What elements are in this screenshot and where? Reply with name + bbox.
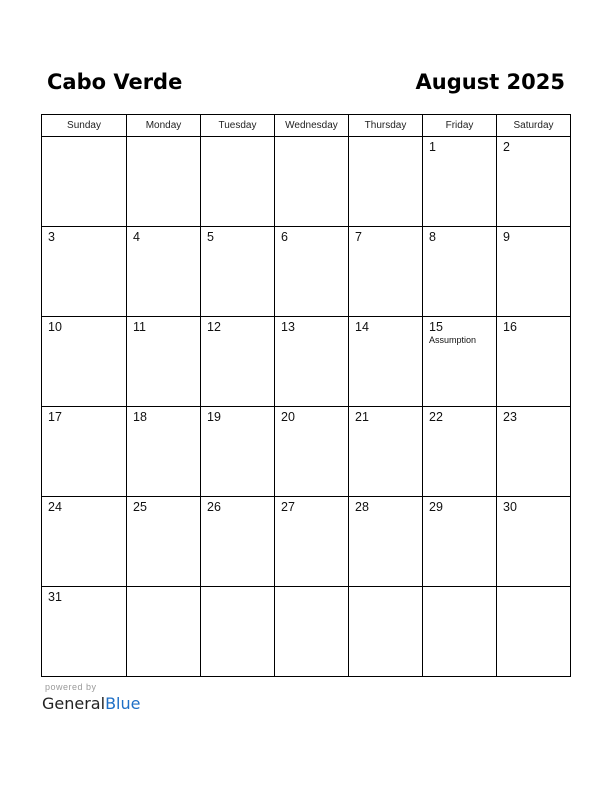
day-number: 1 (429, 140, 436, 154)
day-number: 11 (133, 320, 146, 334)
day-cell (42, 587, 127, 677)
day-cell (497, 497, 571, 587)
day-number: 31 (48, 590, 62, 604)
day-number: 7 (355, 230, 362, 244)
day-number: 21 (355, 410, 369, 424)
day-number: 14 (355, 320, 369, 334)
generalblue-logo[interactable] (42, 694, 140, 713)
day-cell (275, 587, 349, 677)
day-cell (275, 227, 349, 317)
country-title: Cabo Verde (47, 70, 183, 94)
weekday-monday: Monday (127, 115, 201, 137)
day-cell (127, 317, 201, 407)
day-cell (201, 227, 275, 317)
day-cell (423, 407, 497, 497)
day-cell (497, 587, 571, 677)
day-cell (201, 137, 275, 227)
week-row (42, 407, 571, 497)
day-cell (497, 407, 571, 497)
day-number: 3 (48, 230, 55, 244)
day-cell (423, 227, 497, 317)
day-cell (349, 137, 423, 227)
day-number: 25 (133, 500, 147, 514)
day-number: 12 (207, 320, 221, 334)
day-cell (275, 317, 349, 407)
day-cell (127, 227, 201, 317)
weekday-tuesday: Tuesday (201, 115, 275, 137)
day-cell (349, 407, 423, 497)
weekday-header-row (42, 115, 571, 137)
day-cell (42, 497, 127, 587)
day-cell (42, 137, 127, 227)
day-cell (497, 137, 571, 227)
weekday-sunday: Sunday (42, 115, 127, 137)
day-cell (127, 587, 201, 677)
day-cell (201, 587, 275, 677)
day-number: 20 (281, 410, 295, 424)
day-cell (127, 497, 201, 587)
powered-by-label: powered by (45, 682, 97, 692)
day-cell (349, 587, 423, 677)
day-cell (42, 227, 127, 317)
day-number: 23 (503, 410, 517, 424)
month-year-title: August 2025 (415, 70, 565, 94)
week-row (42, 587, 571, 677)
day-cell (42, 317, 127, 407)
day-number: 8 (429, 230, 436, 244)
calendar-grid (41, 114, 571, 677)
week-row (42, 497, 571, 587)
day-cell (349, 317, 423, 407)
day-cell (423, 317, 497, 407)
day-number: 22 (429, 410, 443, 424)
day-number: 6 (281, 230, 288, 244)
day-cell (275, 407, 349, 497)
day-cell (497, 317, 571, 407)
brand-general-text: General (42, 694, 106, 713)
day-number: 2 (503, 140, 510, 154)
day-number: 10 (48, 320, 62, 334)
week-row (42, 227, 571, 317)
weekday-wednesday: Wednesday (275, 115, 349, 137)
day-number: 17 (48, 410, 62, 424)
day-cell (423, 497, 497, 587)
day-cell (42, 407, 127, 497)
day-number: 5 (207, 230, 214, 244)
day-number: 16 (503, 320, 517, 334)
day-cell (497, 227, 571, 317)
day-number: 19 (207, 410, 221, 424)
brand-blue-text: Blue (105, 694, 141, 713)
holiday-label: Assumption (429, 335, 477, 345)
day-number: 28 (355, 500, 369, 514)
weekday-friday: Friday (423, 115, 497, 137)
day-cell (275, 497, 349, 587)
day-number: 9 (503, 230, 510, 244)
day-number: 13 (281, 320, 295, 334)
day-cell (201, 497, 275, 587)
day-cell (127, 407, 201, 497)
day-cell (423, 137, 497, 227)
day-cell (349, 497, 423, 587)
day-number: 26 (207, 500, 221, 514)
day-number: 29 (429, 500, 443, 514)
week-row (42, 137, 571, 227)
week-row (42, 317, 571, 407)
day-cell (423, 587, 497, 677)
day-cell (201, 407, 275, 497)
day-number: 18 (133, 410, 147, 424)
day-number: 4 (133, 230, 140, 244)
day-number: 27 (281, 500, 295, 514)
weekday-saturday: Saturday (497, 115, 571, 137)
day-number: 30 (503, 500, 517, 514)
day-cell (349, 227, 423, 317)
day-cell (275, 137, 349, 227)
weekday-thursday: Thursday (349, 115, 423, 137)
day-cell (201, 317, 275, 407)
day-cell (127, 137, 201, 227)
day-number: 15 (429, 320, 443, 334)
day-number: 24 (48, 500, 62, 514)
